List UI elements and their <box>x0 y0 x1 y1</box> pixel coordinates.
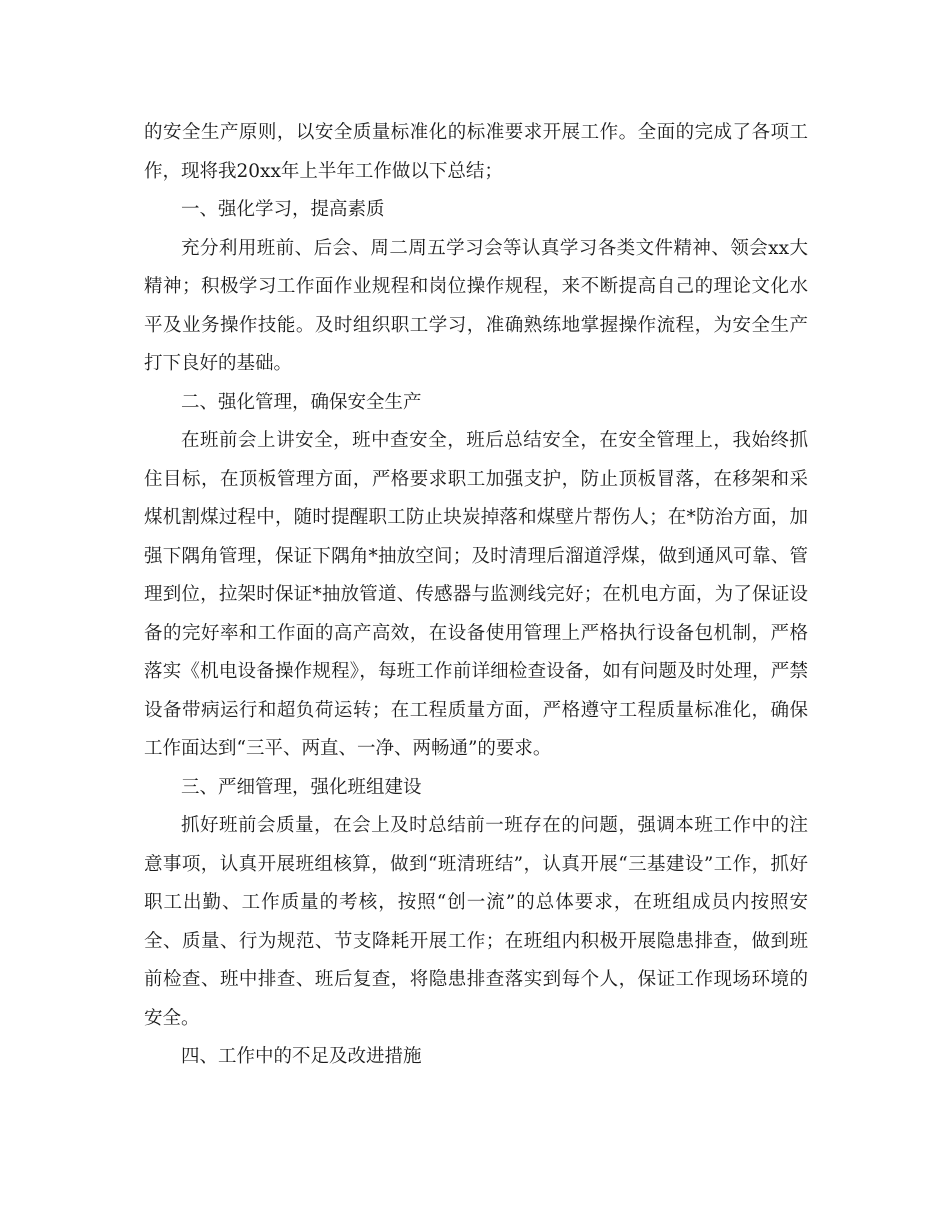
section-heading-1: 一、强化学习，提高素质 <box>181 199 385 220</box>
section-body-2: 在班前会上讲安全，班中查安全，班后总结安全，在安全管理上，我始终抓住目标，在顶板管理方面，严格要求职工加强支护，防止顶板冒落，在移架和采煤机割煤过程中，随时提醒职工防止块炭掉落和煤壁片帮伤人；在*防治方面，加强下隅角管理，保证下隅角*抽放空间；及时清理后溜道浮煤，做到通风可靠、管理到位，拉架时保证*抽放管道、传感器与监测线完好；在机电方面，为了保证设备的完好率和工作面的高产高效，在设备使用管理上严格执行设备包机制，严格落实《机电设备操作规程》，每班工作前详细检查设备，如有问题及时处理，严禁设备带病运行和超负荷运转；在工程质量方面，严格遵守工程质量标准化，确保工作面达到“三平、两直、一净、两畅通”的要求。 <box>144 430 808 759</box>
document-body <box>144 114 808 1077</box>
section-heading-3: 三、严细管理，强化班组建设 <box>181 776 422 798</box>
section-heading-2: 二、强化管理，确保安全生产 <box>181 391 422 413</box>
section-heading-4: 四、工作中的不足及改进措施 <box>181 1046 422 1067</box>
section-body-1: 充分利用班前、后会、周二周五学习会等认真学习各类文件精神、领会xx大精神；积极学习工作面作业规程和岗位操作规程，来不断提高自己的理论文化水平及业务操作技能。及时组织职工学习，准确熟练地掌握操作流程，为安全生产打下良好的基础。 <box>144 237 808 374</box>
section-body-3: 抓好班前会质量，在会上及时总结前一班存在的问题，强调本班工作中的注意事项，认真开展班组核算，做到“班清班结”，认真开展“三基建设”工作，抓好职工出勤、工作质量的考核，按照“创一流”的总体要求，在班组成员内按照安全、质量、行为规范、节支降耗开展工作；在班组内积极开展隐患排查，做到班前检查、班中排查、班后复查，将隐患排查落实到每个人，保证工作现场环境的安全。 <box>144 815 808 1029</box>
intro-paragraph: 的安全生产原则，以安全质量标准化的标准要求开展工作。全面的完成了各项工作，现将我20xx年上半年工作做以下总结； <box>144 122 808 182</box>
